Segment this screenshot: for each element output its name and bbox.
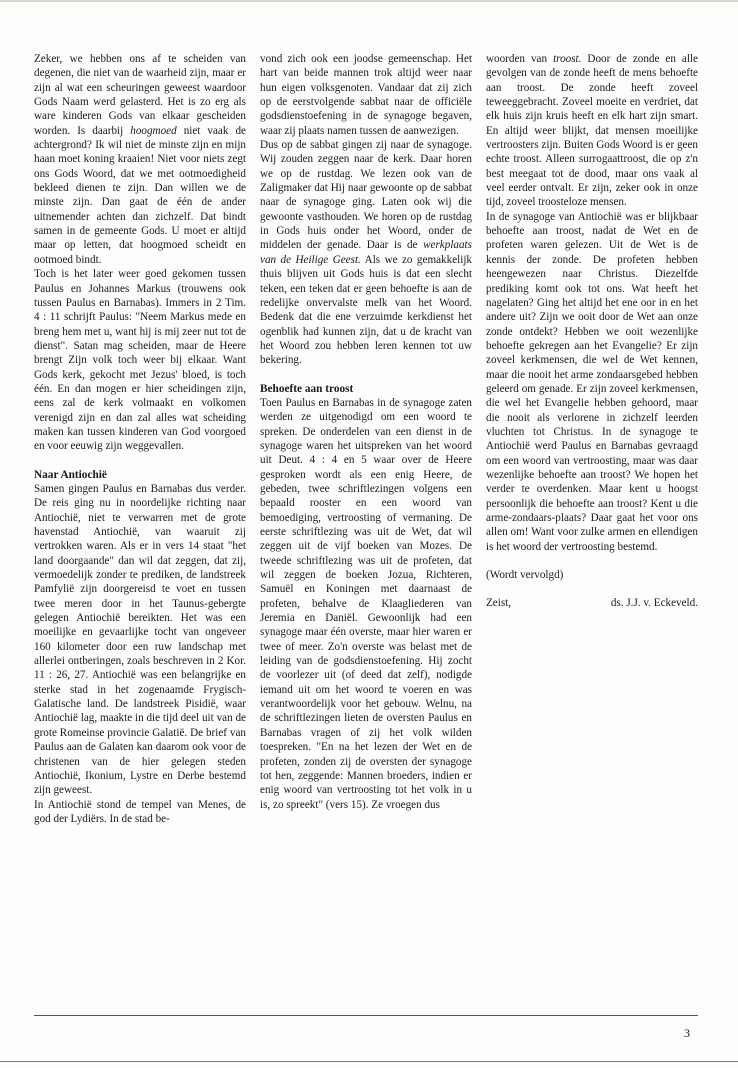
text-run: Als we zo gemakkelijk thuis blijven uit Gods huis is dat een slecht teken, een teken dat er geen behoefte is aan de redelijke onvervalste melk van het Woord. Bedenk dat die ene verzuimde kerkdienst het ogenblik had kunnen zijn, dat u de kracht van het Woord zou hebben leren kennen tot uw bekering. bbox=[260, 253, 472, 367]
text-run: woorden van bbox=[486, 53, 548, 65]
column-1 bbox=[34, 52, 246, 1002]
article-columns bbox=[34, 52, 698, 1002]
paragraph: In Antiochië stond de tempel van Menes, de god der Lydiërs. In de stad be- bbox=[34, 798, 246, 825]
text-run: Dus op de sabbat gingen zij naar de synagoge. Wij zouden zeggen naar de kerk. Daar horen we op de rustdag. We lezen ook van de Zaligmaker dat Hij naar gewoonte op de sabbat naar de synagoge ging. Laten ook wij die gewoonte vasthouden. We horen op de rustdag in Gods huis onder het Woord, onder de middelen der genade. Daar is de bbox=[260, 139, 472, 252]
column-2 bbox=[260, 52, 472, 1002]
to-be-continued: (Wordt vervolgd) bbox=[486, 569, 564, 582]
signature-line bbox=[486, 596, 698, 610]
bottom-rule bbox=[34, 1015, 698, 1016]
emphasis: troost. bbox=[553, 53, 582, 65]
text-run: Door de zonde en alle gevolgen van de zonde heeft de mens behoefte aan troost. De zonde heeft zoveel teweeggebracht. Zoveel moeite en verdriet, dat elk huis zijn kruis heeft en elk hart zijn smart. En altijd weer blijkt, dat mensen moeilijke vertroosters zijn. Buiten Gods Woord is er geen echte troost. Alleen surrogaattroost, die op z'n best meegaat tot de dood, maar ons vaak al veel eerder ontvalt. Er zijn, zeker ook in onze tijd, zoveel troosteloze mensen. bbox=[486, 53, 698, 209]
page-top-edge bbox=[0, 0, 738, 2]
emphasis: werkplaats van de Heilige Geest. bbox=[260, 239, 472, 266]
page-bottom-edge bbox=[0, 1061, 738, 1062]
place: Zeist, bbox=[486, 597, 512, 610]
paragraph: Toen Paulus en Barnabas in de synagoge zaten werden ze uitgenodigd om een woord te spreken. De onderdelen van een dienst in de synagoge waren het uitspreken van het woord uit Deut. 4 : 4 en 5 waar over de Heere gesproken wordt als een enig Heere, de gebeden, twee schriftlezingen volgens een bepaald rooster en een woord van bemoediging, vertroosting of vermaning. De eerste schriftlezing was uit de Wet, dat wil zeggen uit de vijf boeken van Mozes. De tweede schriftlezing was uit de profeten, dat wil zeggen de boeken Jozua, Richteren, Samuël en Koningen met daarnaast de profeten, behalve de Klaagliederen van Jeremia en Daniël. Gewoonlijk had een synagoge maar één overste, maar hier waren er twee of meer. Zo'n overste was belast met de leiding van de godsdienstoefening. Hij zocht de voorlezer uit (of deed dat zelf), nodigde iemand uit om het woord te voeren en was verantwoordelijk voor het gebouw. Welnu, na de schriftlezingen lieten de oversten Paulus en Barnabas vragen of zij het volk wilden toespreken. "En na het lezen der Wet en de profeten, zonden zij de oversten der synagoge tot hen, zeggende: Mannen broeders, indien er enig woord van vertroosting tot het volk in u is, zo spreekt" (vers 15). Ze vroegen dus bbox=[260, 396, 472, 811]
page-number: 3 bbox=[684, 1026, 690, 1040]
text-run: Zeker, we hebben ons af te scheiden van degenen, die niet van de waarheid zijn, maar er zijn al wat een scheuringen geweest waardoor Gods Naam werd gelasterd. Het is zo erg als ware kinderen Gods van elkaar gescheiden worden. Is daarbij bbox=[34, 53, 246, 137]
section-heading: Behoefte aan troost bbox=[260, 382, 354, 395]
paragraph bbox=[260, 138, 472, 368]
paragraph: In de synagoge van Antiochië was er blijkbaar behoefte aan troost, nadat de Wet en de profeten waren gelezen. Uit de Wet is de kennis der zonde. De profeten hebben heengewezen naar Christus. Diezelfde prediking komt ook tot ons. Wat heeft het nagelaten? Ging het altijd het ene oor in en het andere uit? Zijn we ooit door de Wet aan onze zonde ontdekt? Hebben we ooit wezenlijke behoefte gekregen aan het Evangelie? Er zijn zoveel kerkmensen, die wel de Wet kennen, maar die nooit het arme zondaarsgebed hebben geleerd om genade. Er zijn zoveel kerkmensen, die wel het Evangelie hebben gehoord, maar die nooit als verlorene in zichzelf leerden vluchten tot Christus. In de synagoge te Antiochië werd Paulus en Barnabas gevraagd om een woord van vertroosting, maar was daar wezenlijke behoefte aan troost? We hopen het verder te overdenken. Maar kent u hoogst persoonlijk die behoefte aan troost? Kent u die arme-zondaars-plaats? Daar gaat het voor ons allen om! Want voor zulke armen en ellendigen is het woord der vertroosting bestemd. bbox=[486, 210, 698, 553]
text-run: niet vaak de achtergrond? Ik wil niet de minste zijn en mijn haan moet koning kraaien! Niet voor niets zegt ons Gods Woord, dat we met ootmoedigheid bekleed dienen te zijn. Dan willen we de minste zijn. Dan gaat de één de ander uitnemender achten dan zichzelf. Dat bindt samen in de gemeente Gods. U moet er altijd maar op letten, dat hoogmoed scheidt en ootmoed bindt. bbox=[34, 124, 246, 266]
paragraph: Toch is het later weer goed gekomen tussen Paulus en Johannes Markus (trouwens ook tussen Paulus en Barnabas). Immers in 2 Tim. 4 : 11 schrijft Paulus: "Neem Markus mede en breng hem met u, want hij is mij zeer nut tot de dienst". Satan mag scheiden, maar de Heere brengt Zijn volk toch weer bij elkaar. Want Gods kerk, gekocht met Jezus' bloed, is toch één. En dan mogen er hier scheidingen zijn, eens zal de kerk volmaakt en volkomen verenigd zijn en dan zal alles wat scheiding maken kan tussen kinderen van God voorgoed en voor eeuwig zijn weggevallen. bbox=[34, 268, 246, 453]
emphasis: hoogmoed bbox=[130, 124, 177, 137]
paragraph: vond zich ook een joodse gemeenschap. Het hart van beide mannen trok altijd weer naar hun eigen volksgenoten. Vandaar dat zij zich op de eerstvolgende sabbat naar de officiële godsdienstoefening in de synagoge begaven, waar zij plaats namen tussen de aanwezigen. bbox=[260, 53, 472, 137]
column-3 bbox=[486, 52, 698, 1002]
paragraph bbox=[486, 52, 698, 210]
paragraph bbox=[34, 52, 246, 267]
paragraph: Samen gingen Paulus en Barnabas dus verder. De reis ging nu in noordelijke richting naar Antiochië, niet te verwarren met de grote havenstad Antiochië, van waaruit zij vertrokken waren. Als er in vers 14 staat "het land doorgaande" dan wil dat zeggen, dat zij, vermoedelijk zonder te prediken, de landstreek Pamfylië zijn doorgereisd te voet en tussen twee meren door in het Taunus-gebergte gelegen Antiochië bereikten. Het was een moeilijke en gevaarlijke tocht van ongeveer 160 kilometer door een ruw landschap met allerlei ontberingen, zoals beschreven in 2 Kor. 11 : 26, 27. Antiochië was een belangrijke en sterke stad in het zogenaamde Frygisch-Galatische land. De landstreek Pisidië, waar Antiochië lag, maakte in die tijd deel uit van de grote Romeinse provincie Galatië. De brief van Paulus aan de Galaten kan daarom ook voor de christenen van de hier gelegen steden Antiochië, Ikonium, Lystre en Derbe bestemd zijn geweest. bbox=[34, 482, 246, 797]
author: ds. J.J. v. Eckeveld. bbox=[610, 597, 698, 610]
section-heading: Naar Antiochië bbox=[34, 468, 107, 481]
